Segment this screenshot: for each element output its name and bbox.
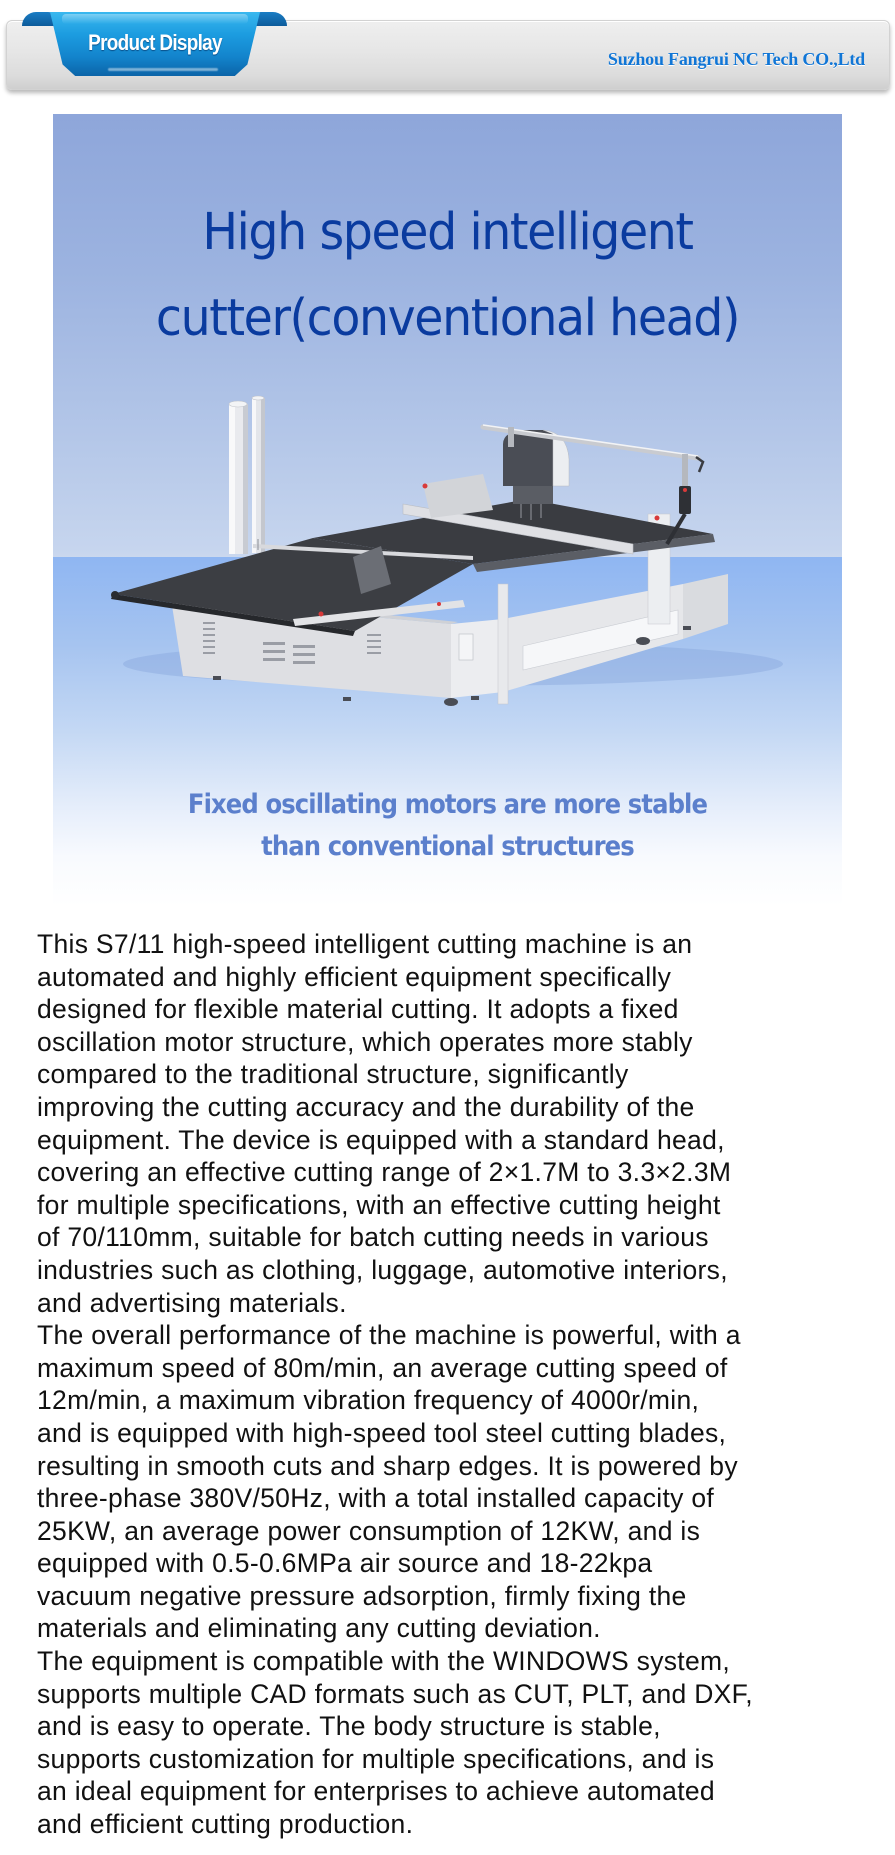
text-line: vacuum negative pressure adsorption, firmly fixing the (37, 1580, 687, 1611)
hero-subtitle (92, 784, 802, 868)
product-description (37, 928, 877, 1841)
badge-label: Product Display (88, 30, 222, 55)
text-line: 25KW, an average power consumption of 12KW, and is (37, 1515, 701, 1546)
text-line: and advertising materials. (37, 1287, 347, 1318)
description-paragraph-3 (37, 1645, 877, 1841)
text-line: of 70/110mm, suitable for batch cutting needs in various (37, 1222, 709, 1253)
text-line: an ideal equipment for enterprises to achieve automated (37, 1776, 715, 1807)
ribbon-shine (62, 14, 248, 24)
text-line: automated and highly efficient equipment specifically (37, 961, 672, 992)
hero-subtitle-line-2: than conventional structures (261, 831, 634, 862)
description-paragraph-1 (37, 928, 877, 1319)
text-line: maximum speed of 80m/min, an average cutting speed of (37, 1352, 728, 1383)
text-line: covering an effective cutting range of 2×1.7M to 3.3×2.3M (37, 1157, 732, 1188)
product-display-badge (22, 10, 287, 78)
text-line: equipment. The device is equipped with a standard head, (37, 1124, 725, 1155)
hero-subtitle-line-1: Fixed oscillating motors are more stable (187, 789, 708, 820)
text-line: oscillation motor structure, which operates more stably (37, 1026, 693, 1057)
hero-title-line-1: High speed intelligent (202, 203, 693, 262)
description-paragraph-2 (37, 1319, 877, 1645)
text-line: improving the cutting accuracy and the durability of the (37, 1091, 695, 1122)
text-line: materials and eliminating any cutting deviation. (37, 1613, 601, 1644)
text-line: and efficient cutting production. (37, 1809, 414, 1840)
ribbon-underline (108, 68, 218, 71)
text-line: designed for flexible material cutting. It adopts a fixed (37, 994, 679, 1025)
section-header-banner (0, 0, 895, 100)
text-line: supports multiple CAD formats such as CUT, PLT, and DXF, (37, 1678, 753, 1709)
text-line: industries such as clothing, luggage, automotive interiors, (37, 1254, 728, 1285)
text-line: resulting in smooth cuts and sharp edges. It is powered by (37, 1450, 738, 1481)
text-line: This S7/11 high-speed intelligent cutting machine is an (37, 929, 693, 959)
text-line: The equipment is compatible with the WINDOWS system, (37, 1646, 731, 1677)
text-line: The overall performance of the machine is powerful, with a (37, 1320, 741, 1351)
company-name: Suzhou Fangrui NC Tech CO.,Ltd (607, 49, 865, 69)
text-line: supports customization for multiple specifications, and is (37, 1743, 715, 1774)
text-line: three-phase 380V/50Hz, with a total installed capacity of (37, 1483, 715, 1514)
hero-title-line-2: cutter(conventional head) (155, 289, 740, 348)
text-line: 12m/min, a maximum vibration frequency of 4000r/min, (37, 1385, 700, 1416)
text-line: equipped with 0.5-0.6MPa air source and 18-22kpa (37, 1548, 653, 1579)
text-line: and is equipped with high-speed tool steel cutting blades, (37, 1417, 727, 1448)
text-line: compared to the traditional structure, significantly (37, 1059, 629, 1090)
text-line: for multiple specifications, with an effective cutting height (37, 1189, 721, 1220)
text-line: and is easy to operate. The body structure is stable, (37, 1711, 661, 1742)
product-hero-image (53, 114, 842, 906)
